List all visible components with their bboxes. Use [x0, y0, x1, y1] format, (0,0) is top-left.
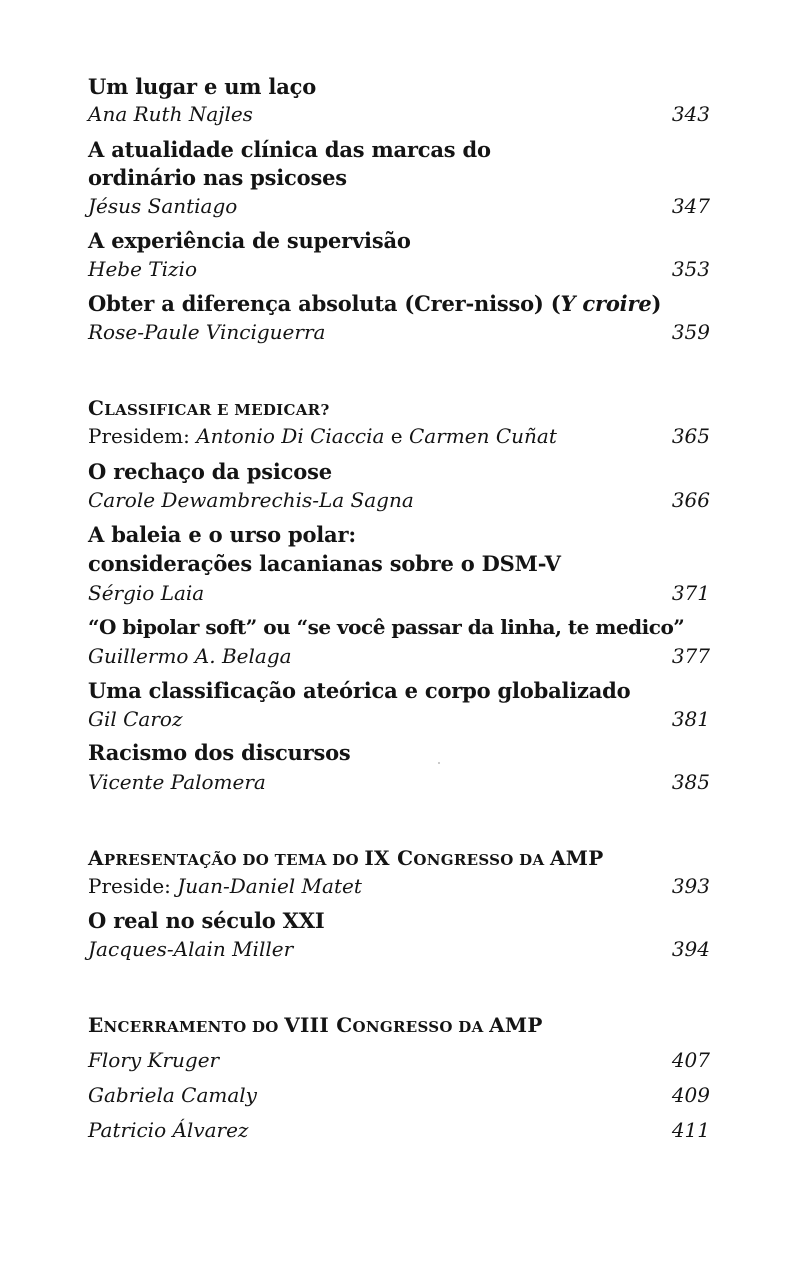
- entry-title: Uma classificação ateórica e corpo globalizado: [88, 678, 631, 703]
- entry-author: Jacques-Alain Miller: [88, 937, 294, 961]
- entry-author: Sérgio Laia: [88, 581, 205, 605]
- section-heading: [88, 1013, 710, 1043]
- entry-author: Carole Dewambrechis-La Sagna: [88, 488, 414, 512]
- toc-entry-title: [88, 228, 710, 258]
- page-number: 393: [671, 874, 710, 898]
- entry-title: ordinário nas psicoses: [88, 165, 347, 190]
- toc-entry-author-line: [88, 257, 710, 287]
- toc-entry-title: [88, 522, 710, 552]
- section-heading: [88, 846, 710, 876]
- toc-entry-title: [88, 291, 710, 321]
- section-chairs: Presidem: Antonio Di Ciaccia e Carmen Cuñat: [88, 424, 557, 448]
- section-title: ENCERRAMENTO DO VIII CONGRESSO DA AMP: [88, 1013, 543, 1037]
- page-number: 409: [671, 1083, 710, 1107]
- entry-title: O rechaço da psicose: [88, 459, 332, 484]
- toc-entry-author-line: [88, 1118, 710, 1148]
- entry-author: Ana Ruth Najles: [88, 102, 253, 126]
- page-number: 385: [671, 770, 710, 794]
- page-number: 381: [671, 707, 710, 731]
- toc-entry-author-line: [88, 488, 710, 518]
- page-number: 359: [671, 320, 710, 344]
- entry-author: Flory Kruger: [88, 1048, 220, 1072]
- entry-title: A baleia e o urso polar:: [88, 522, 356, 547]
- toc-entry-title: [88, 74, 710, 104]
- toc-entry-author-line: [88, 1083, 710, 1113]
- page-number: 371: [671, 581, 710, 605]
- page-number: 366: [671, 488, 710, 512]
- section-chair-line: [88, 424, 710, 454]
- toc-entry-author-line: [88, 644, 710, 674]
- toc-entry-title: [88, 908, 710, 938]
- toc-entry-title: [88, 551, 710, 581]
- entry-author: Vicente Palomera: [88, 770, 266, 794]
- print-speck: [438, 762, 440, 764]
- entry-author: Guillermo A. Belaga: [88, 644, 292, 668]
- entry-title: considerações lacanianas sobre o DSM-V: [88, 551, 561, 576]
- toc-entry-author-line: [88, 102, 710, 132]
- toc-entry-author-line: [88, 770, 710, 800]
- section-heading: [88, 396, 710, 426]
- page-number: 353: [671, 257, 710, 281]
- page-number: 347: [671, 194, 710, 218]
- toc-entry-title: [88, 459, 710, 489]
- entry-title: O real no século XXI: [88, 908, 325, 933]
- section-chairs: Preside: Juan-Daniel Matet: [88, 874, 362, 898]
- entry-author: Hebe Tizio: [88, 257, 197, 281]
- section-title: CLASSIFICAR E MEDICAR?: [88, 396, 330, 420]
- toc-entry-author-line: [88, 707, 710, 737]
- entry-author: Gil Caroz: [88, 707, 183, 731]
- toc-entry-author-line: [88, 937, 710, 967]
- page-number: 394: [671, 937, 710, 961]
- entry-author: Gabriela Camaly: [88, 1083, 257, 1107]
- toc-entry-title: [88, 678, 710, 708]
- section-chair-line: [88, 874, 710, 904]
- entry-title: “O bipolar soft” ou “se você passar da linha, te medico”: [88, 615, 685, 639]
- section-title: APRESENTAÇÃO DO TEMA DO IX CONGRESSO DA AMP: [88, 846, 604, 870]
- page-number: 365: [671, 424, 710, 448]
- entry-author: Patricio Álvarez: [88, 1118, 249, 1142]
- page-number: 343: [671, 102, 710, 126]
- entry-title: Um lugar e um laço: [88, 74, 317, 99]
- toc-entry-author-line: [88, 581, 710, 611]
- toc-entry-title: [88, 740, 710, 770]
- page-number: 377: [671, 644, 710, 668]
- entry-author: Jésus Santiago: [88, 194, 238, 218]
- entry-title: A experiência de supervisão: [88, 228, 411, 253]
- toc-entry-author-line: [88, 320, 710, 350]
- entry-author: Rose-Paule Vinciguerra: [88, 320, 326, 344]
- toc-entry-author-line: [88, 1048, 710, 1078]
- entry-title: A atualidade clínica das marcas do: [88, 137, 491, 162]
- entry-title: Racismo dos discursos: [88, 740, 351, 765]
- toc-entry-title: [88, 615, 710, 645]
- toc-entry-author-line: [88, 194, 710, 224]
- entry-title: Obter a diferença absoluta (Crer-nisso) (Y croire): [88, 291, 662, 316]
- toc-entry-title: [88, 137, 710, 167]
- toc-entry-title: [88, 165, 710, 195]
- page-number: 407: [671, 1048, 710, 1072]
- page-number: 411: [671, 1118, 710, 1142]
